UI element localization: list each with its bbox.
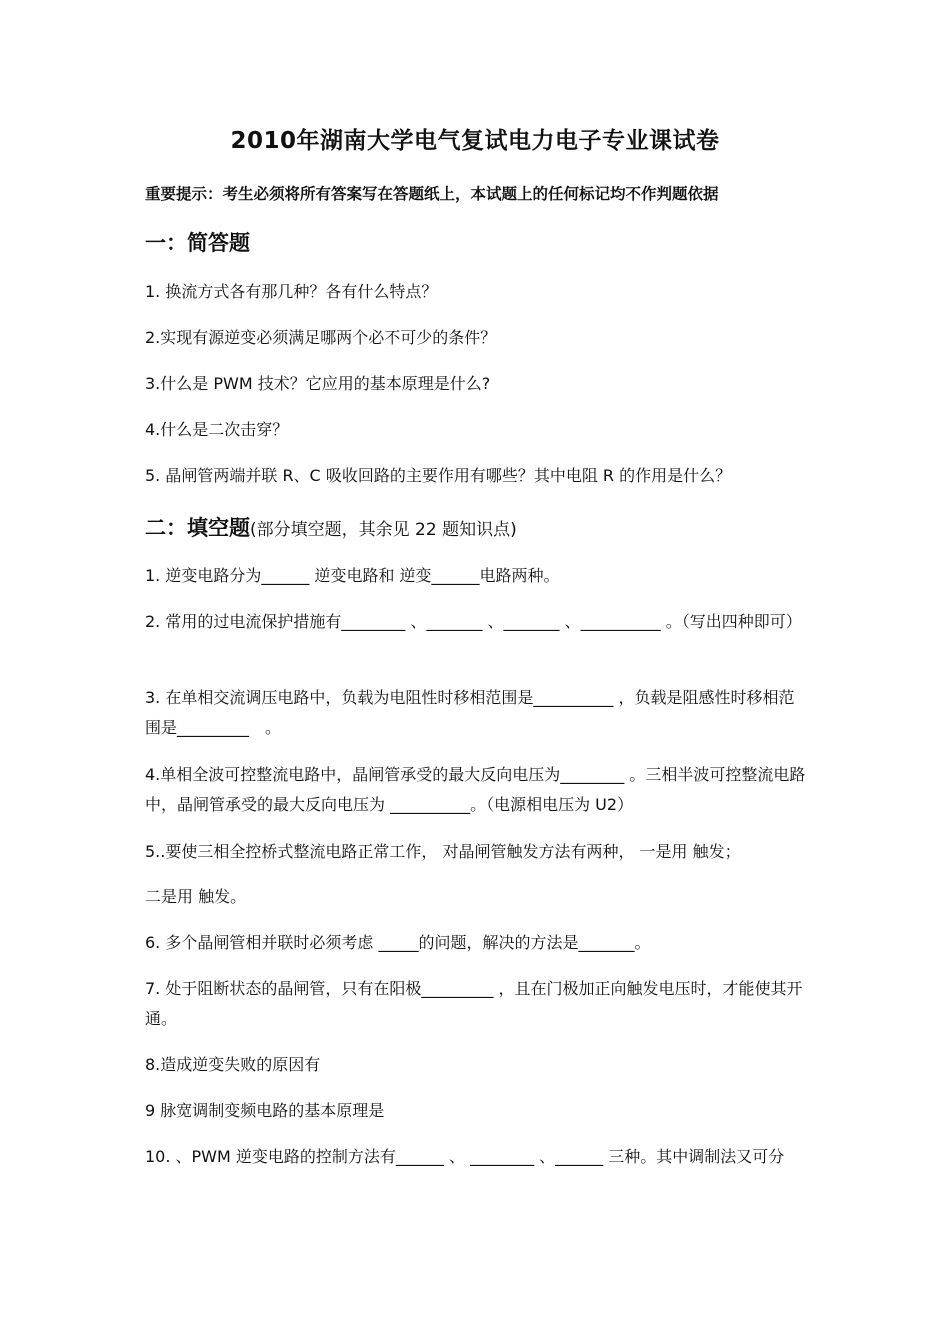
short-answer-question-3: 3.什么是 PWM 技术？它应用的基本原理是什么? (145, 374, 491, 393)
important-notice: 重要提示：考生必须将所有答案写在答题纸上，本试题上的任何标记均不作判题依据 (145, 185, 719, 203)
fill-in-question-2: 2. 常用的过电流保护措施有________ 、_______ 、_______ 、__________ 。（写出四种即可） (145, 612, 802, 631)
fill-in-question-4: 4.单相全波可控整流电路中，晶闸管承受的最大反向电压为________ 。三相半波可控整流电路中，晶闸管承受的最大反向电压为 __________。（电源相电压为 U2） (145, 765, 806, 814)
section-heading-text: 一：简答题 (145, 231, 250, 255)
short-answer-question-2: 2.实现有源逆变必须满足哪两个必不可少的条件？ (145, 328, 497, 347)
fill-in-question-5-cont: 二是用 触发。 (145, 887, 247, 906)
fill-in-question-8: 8.造成逆变失败的原因有 (145, 1055, 321, 1074)
fill-in-question-6: 6. 多个晶闸管相并联时必须考虑 _____的问题，解决的方法是_______。 (145, 933, 651, 952)
exam-title: 2010年湖南大学电气复试电力电子专业课试卷 (230, 128, 720, 154)
section-heading-fill-in (145, 512, 517, 542)
fill-in-question-3: 3. 在单相交流调压电路中，负载为电阻性时移相范围是__________ ，负载是阻感性时移相范围是_________ 。 (145, 688, 795, 737)
section-note: (部分填空题，其余见 22 题知识点) (250, 520, 517, 540)
section-heading-text: 二：填空题 (145, 516, 250, 540)
fill-in-question-10: 10. 、PWM 逆变电路的控制方法有______ 、 ________ 、______ 三种。其中调制法又可分 (145, 1147, 785, 1166)
fill-in-question-7: 7. 处于阻断状态的晶闸管，只有在阳极_________ ，且在门极加正向触发电压时，才能使其开通。 (145, 979, 803, 1028)
short-answer-question-4: 4.什么是二次击穿？ (145, 420, 289, 439)
section-heading-short-answer (145, 227, 250, 257)
fill-in-question-1: 1. 逆变电路分为______ 逆变电路和 逆变______电路两种。 (145, 566, 560, 585)
fill-in-question-5: 5..要使三相全控桥式整流电路正常工作， 对晶闸管触发方法有两种， 一是用 触发； (145, 842, 741, 861)
short-answer-question-1: 1. 换流方式各有那几种？各有什么特点？ (145, 282, 438, 301)
short-answer-question-5: 5. 晶闸管两端并联 R、C 吸收回路的主要作用有哪些？其中电阻 R 的作用是什么？ (145, 466, 732, 485)
fill-in-question-9: 9 脉宽调制变频电路的基本原理是 (145, 1101, 385, 1120)
